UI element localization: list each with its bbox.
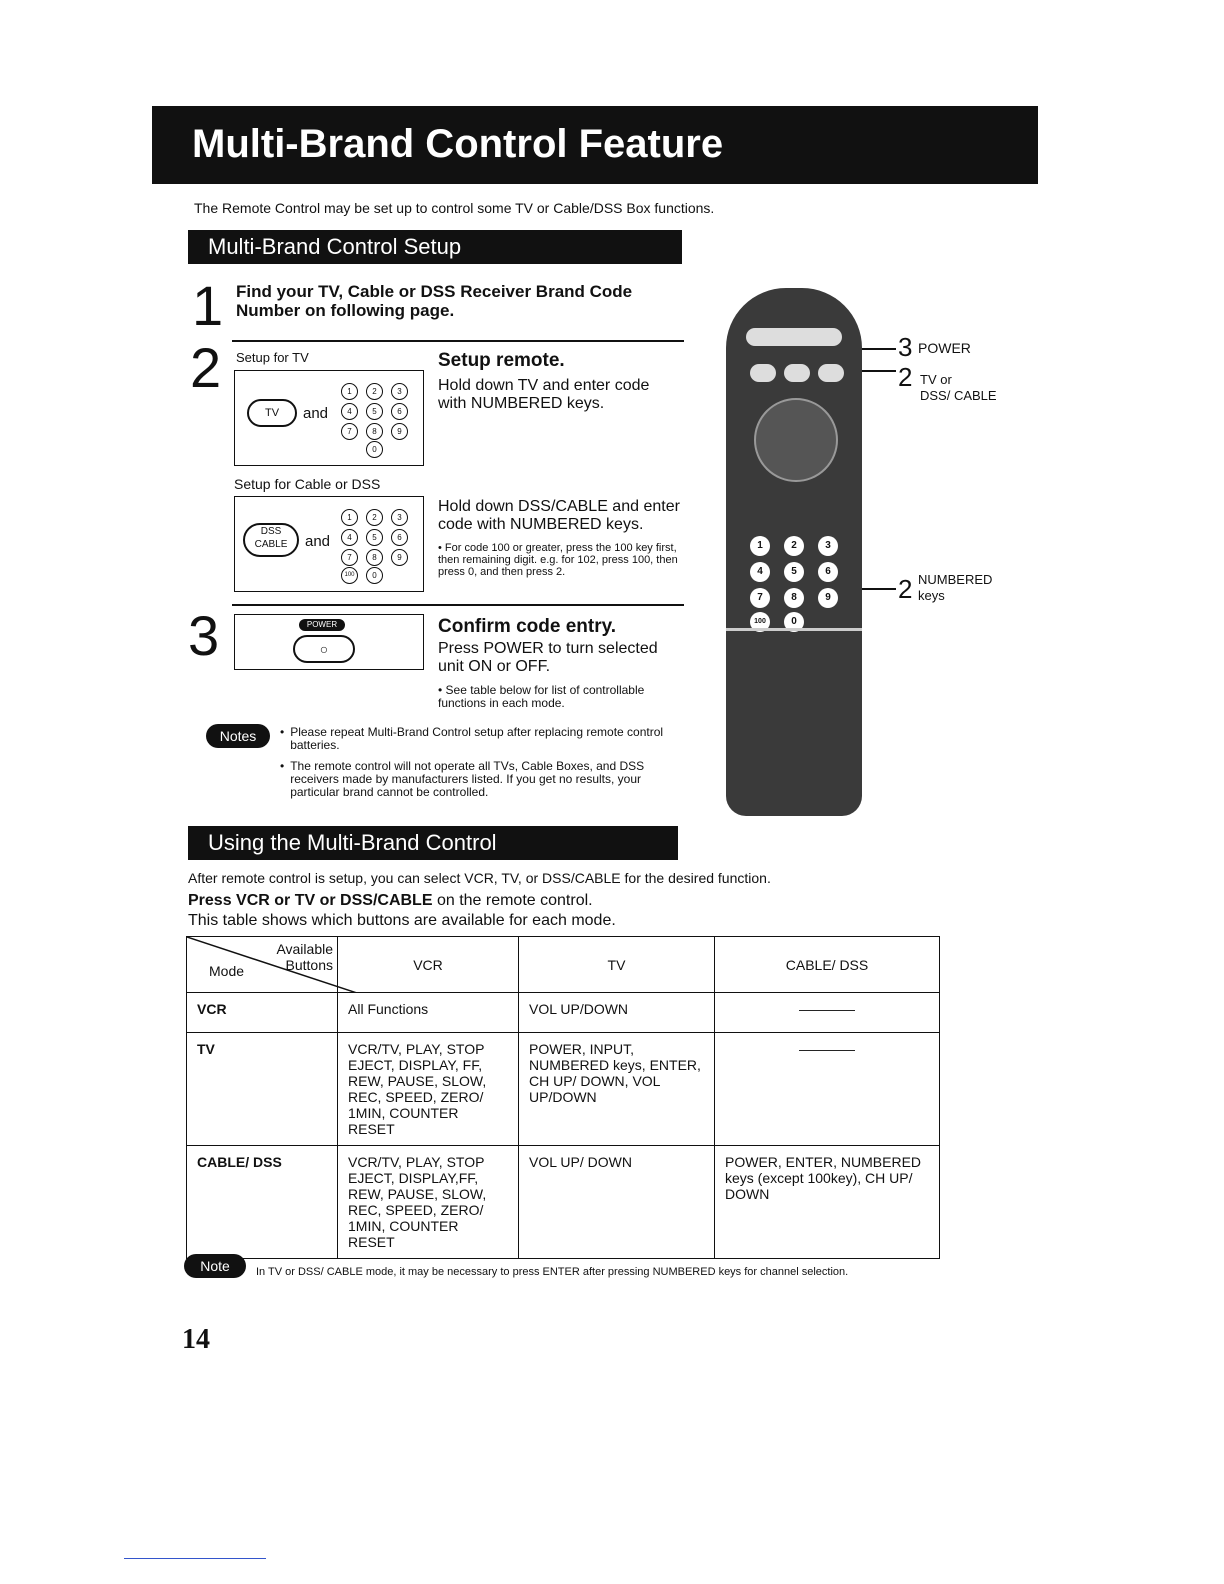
remote-key-icon: 6: [818, 562, 838, 582]
corner-mode-label: Mode: [209, 963, 245, 979]
remote-key-icon: 100: [750, 612, 770, 632]
key-icon: 6: [391, 403, 408, 420]
callout-power-number: 3: [898, 332, 913, 362]
remote-key-icon: 9: [818, 588, 838, 608]
footer-rule: [124, 1558, 266, 1559]
table-cell: All Functions: [338, 993, 519, 1033]
table-corner-cell: [187, 937, 338, 993]
remote-key-icon: 8: [784, 588, 804, 608]
remote-key-icon: 7: [750, 588, 770, 608]
tv-button-icon: TV: [247, 399, 297, 427]
step2-heading: Setup remote.: [438, 350, 565, 371]
key-icon: 3: [391, 383, 408, 400]
power-button-icon: ○: [293, 635, 355, 663]
remote-key-icon: 2: [784, 536, 804, 556]
remote-key-icon: 0: [784, 612, 804, 632]
modes-table: [186, 936, 940, 1259]
note-badge: Note: [184, 1254, 246, 1278]
divider: [232, 604, 684, 606]
step1-number: 1: [192, 274, 224, 337]
callout-line: [862, 588, 896, 590]
remote-key-icon: 1: [750, 536, 770, 556]
power-key-diagram: [234, 614, 424, 670]
note-item: • Please repeat Multi-Brand Control setup after replacing remote control batteries.: [280, 726, 690, 752]
step2-cable-note: • For code 100 or greater, press the 100 key first, then remaining digit. e.g. for 102, press 100, then press 0, and then press 2.: [438, 542, 678, 578]
table-cell: ————: [715, 993, 940, 1033]
row-mode: CABLE/ DSS: [187, 1146, 338, 1259]
table-row: [187, 1033, 940, 1146]
power-button-icon: [746, 328, 842, 346]
cable-key-diagram: [234, 496, 424, 592]
remote-key-icon: 5: [784, 562, 804, 582]
callout-line: [862, 370, 896, 372]
step2-number: 2: [190, 336, 222, 399]
step3-text: Press POWER to turn selected unit ON or OFF.: [438, 640, 658, 675]
key-icon: 7: [341, 423, 358, 440]
intro-text: The Remote Control may be set up to control some TV or Cable/DSS Box functions.: [194, 200, 715, 216]
key-0-icon: 0: [366, 441, 383, 458]
column-header-tv: TV: [519, 937, 715, 993]
step3-heading: Confirm code entry.: [438, 616, 617, 637]
vcr-button-icon: [750, 364, 776, 382]
remote-key-icon: 3: [818, 536, 838, 556]
note-text: Please repeat Multi-Brand Control setup after replacing remote control batteries.: [290, 725, 664, 752]
key-icon: 6: [391, 529, 408, 546]
key-icon: 1: [341, 383, 358, 400]
dss-label: DSS: [260, 526, 282, 537]
corner-buttons-label: Buttons: [285, 957, 333, 973]
callout-line: [862, 348, 896, 350]
step3-number: 3: [188, 604, 220, 667]
numbered-keys-icon: [341, 509, 410, 566]
row-mode: VCR: [187, 993, 338, 1033]
table-header-row: [187, 937, 940, 993]
key-icon: 1: [341, 509, 358, 526]
key-icon: 2: [366, 509, 383, 526]
navigation-pad-icon: [754, 398, 838, 482]
callout-numbered-label: NUMBERED: [918, 572, 993, 587]
remote-divider: [726, 628, 862, 631]
and-label: and: [303, 405, 329, 422]
step2-tv-text: Hold down TV and enter code with NUMBERED keys.: [438, 377, 650, 412]
table-cell: POWER, INPUT, NUMBERED keys, ENTER, CH UP/ DOWN, VOL UP/DOWN: [519, 1033, 715, 1146]
using-line2-rest: on the remote control.: [432, 892, 593, 909]
table-cell: VOL UP/ DOWN: [519, 1146, 715, 1259]
using-line3: This table shows which buttons are available for each mode.: [188, 912, 616, 929]
and-label: and: [305, 533, 331, 550]
tv-key-diagram: [234, 370, 424, 466]
divider: [232, 340, 684, 342]
table-cell: VCR/TV, PLAY, STOP EJECT, DISPLAY,FF, REW, PAUSE, SLOW, REC, SPEED, ZERO/ 1MIN, COUNTER RESET: [338, 1146, 519, 1259]
key-100-icon: 100: [341, 567, 358, 584]
cable-label: CABLE: [254, 539, 288, 550]
dss-cable-button-icon: [818, 364, 844, 382]
power-label: POWER: [299, 619, 345, 631]
step3-note: • See table below for list of controllable functions in each mode.: [438, 683, 645, 710]
page-number: 14: [182, 1324, 210, 1355]
table-cell: POWER, ENTER, NUMBERED keys (except 100key), CH UP/ DOWN: [715, 1146, 940, 1259]
key-icon: 2: [366, 383, 383, 400]
note-item: • The remote control will not operate all TVs, Cable Boxes, and DSS receivers made by manufacturers listed. If you get no results, your particular brand cannot be controlled.: [280, 760, 690, 799]
step1-text: Find your TV, Cable or DSS Receiver Brand Code Number on following page.: [236, 282, 633, 320]
key-icon: 7: [341, 549, 358, 566]
table-row: [187, 1146, 940, 1259]
using-line2-bold: Press VCR or TV or DSS/CABLE: [188, 892, 433, 909]
row-mode: TV: [187, 1033, 338, 1146]
table-cell: VOL UP/DOWN: [519, 993, 715, 1033]
setup-tv-label: Setup for TV: [236, 350, 309, 365]
setup-cable-label: Setup for Cable or DSS: [234, 476, 381, 492]
column-header-cable-dss: CABLE/ DSS: [715, 937, 940, 993]
setup-header: Multi-Brand Control Setup: [188, 230, 682, 264]
key-icon: 9: [391, 423, 408, 440]
note-text: The remote control will not operate all TVs, Cable Boxes, and DSS receivers made by manufacturers listed. If you get no results, your particular brand cannot be controlled.: [290, 759, 645, 799]
tv-button-icon: [784, 364, 810, 382]
table-cell: ————: [715, 1033, 940, 1146]
corner-available: [276, 941, 333, 973]
callout-keys-label: keys: [918, 588, 945, 603]
note-text: In TV or DSS/ CABLE mode, it may be necessary to press ENTER after pressing NUMBERED keys for channel selection.: [256, 1266, 849, 1278]
remote-control-image: [726, 288, 862, 816]
table-cell: VCR/TV, PLAY, STOP EJECT, DISPLAY, FF, REW, PAUSE, SLOW, REC, SPEED, ZERO/ 1MIN, COUNTER RESET: [338, 1033, 519, 1146]
notes-list: [280, 726, 690, 799]
using-line1: After remote control is setup, you can select VCR, TV, or DSS/CABLE for the desired function.: [188, 870, 771, 886]
key-0-icon: 0: [366, 567, 383, 584]
key-icon: 8: [366, 549, 383, 566]
key-icon: 5: [366, 403, 383, 420]
step2-cable-text: Hold down DSS/CABLE and enter code with NUMBERED keys.: [438, 498, 680, 533]
using-line2: [188, 892, 593, 910]
key-icon: 8: [366, 423, 383, 440]
callout-numbered-number: 2: [898, 574, 913, 604]
key-icon: 3: [391, 509, 408, 526]
column-header-vcr: VCR: [338, 937, 519, 993]
callout-power-label: POWER: [918, 340, 971, 356]
key-icon: 4: [341, 529, 358, 546]
key-icon: 4: [341, 403, 358, 420]
key-icon: 5: [366, 529, 383, 546]
key-icon: 9: [391, 549, 408, 566]
remote-key-icon: 4: [750, 562, 770, 582]
numbered-keys-icon: [341, 383, 410, 440]
callout-dss-label: DSS/ CABLE: [920, 388, 997, 403]
dss-cable-button-icon: [243, 523, 299, 557]
callout-tv-label: TV or: [920, 372, 952, 387]
table-row: [187, 993, 940, 1033]
using-header: Using the Multi-Brand Control: [188, 826, 678, 860]
page-title: Multi-Brand Control Feature: [152, 106, 1038, 184]
notes-badge: Notes: [206, 724, 270, 748]
corner-available-label: Available: [276, 941, 333, 957]
callout-tv-number: 2: [898, 362, 913, 392]
